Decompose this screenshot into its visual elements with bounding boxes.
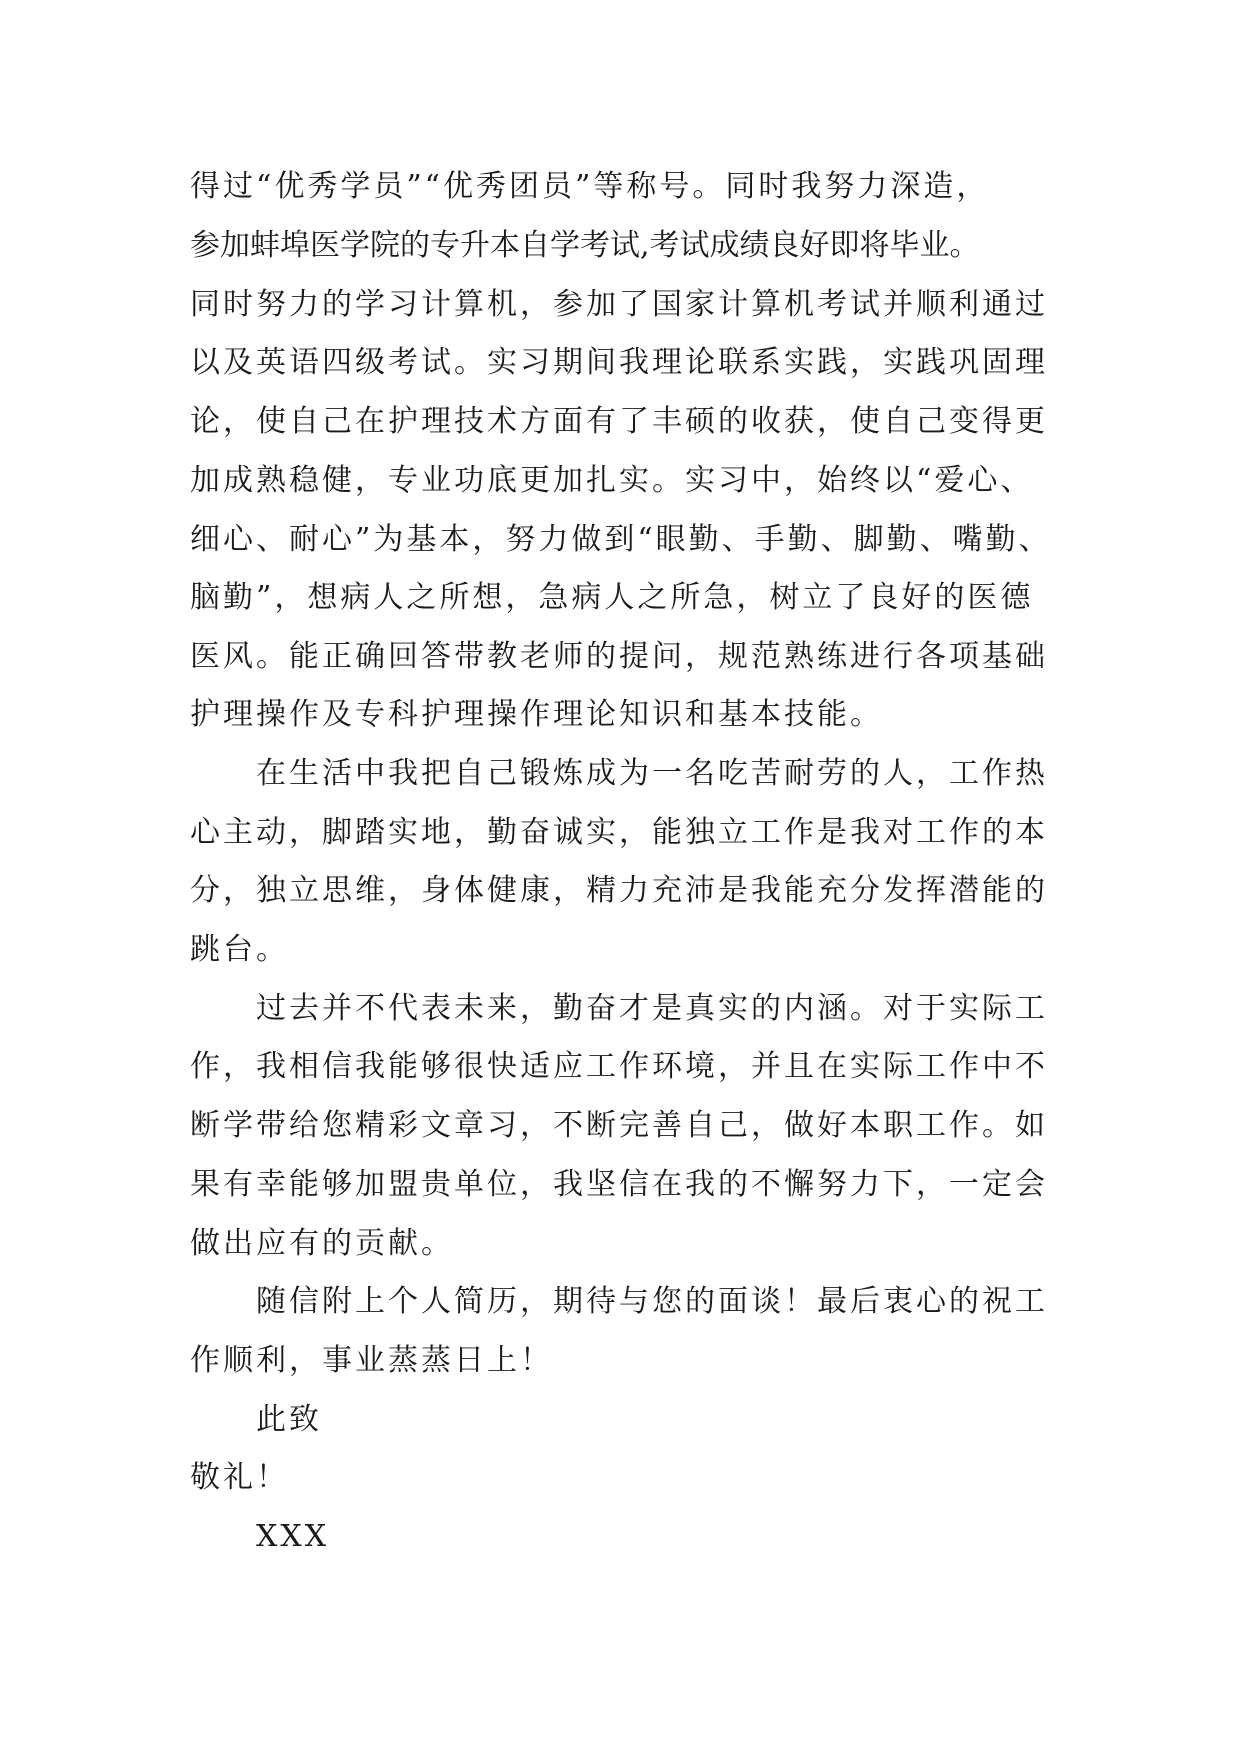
text-line: 得过“优秀学员”“优秀团员”等称号。同时我努力深造， <box>190 169 990 204</box>
text-line: 参加蚌埠医学院的专升本自学考试,考试成绩良好即将毕业。 <box>190 228 980 263</box>
text-line: 跳台。 <box>190 932 289 967</box>
text-line: 同时努力的学习计算机，参加了国家计算机考试并顺利通过 <box>190 287 1048 322</box>
text-line: 脑勤”，想病人之所想，急病人之所急，树立了良好的医德 <box>190 580 1034 615</box>
paragraph-first-line: 过去并不代表未来，勤奋才是真实的内涵。对于实际工 <box>256 991 1048 1026</box>
text-line: 果有幸能够加盟贵单位，我坚信在我的不懈努力下，一定会 <box>190 1167 1048 1202</box>
signature-name: XXX <box>256 1519 330 1554</box>
text-line: 医风。能正确回答带教老师的提问，规范熟练进行各项基础 <box>190 639 1048 674</box>
text-line: 断学带给您精彩文章习，不断完善自己，做好本职工作。如 <box>190 1108 1048 1143</box>
text-line: 心主动，脚踏实地，勤奋诚实，能独立工作是我对工作的本 <box>190 815 1048 850</box>
text-line: 细心、耐心”为基本，努力做到“眼勤、手勤、脚勤、嘴勤、 <box>190 522 1052 557</box>
text-line: 以及英语四级考试。实习期间我理论联系实践，实践巩固理 <box>190 345 1048 380</box>
text-line: 护理操作及专科护理操作理论知识和基本技能。 <box>190 697 883 732</box>
closing-salutation: 此致 <box>256 1402 322 1437</box>
paragraph-first-line: 随信附上个人简历，期待与您的面谈！最后衷心的祝工 <box>256 1284 1048 1319</box>
text-line: 作，我相信我能够很快适应工作环境，并且在实际工作中不 <box>190 1049 1048 1084</box>
text-line: 分，独立思维，身体健康，精力充沛是我能充分发挥潜能的 <box>190 873 1048 908</box>
text-line: 作顺利，事业蒸蒸日上！ <box>190 1343 553 1378</box>
text-line: 加成熟稳健，专业功底更加扎实。实习中，始终以“爱心、 <box>190 463 1034 498</box>
closing-regards: 敬礼！ <box>190 1460 289 1495</box>
paragraph-first-line: 在生活中我把自己锻炼成为一名吃苦耐劳的人，工作热 <box>256 756 1048 791</box>
text-line: 论，使自己在护理技术方面有了丰硕的收获，使自己变得更 <box>190 404 1048 439</box>
text-line: 做出应有的贡献。 <box>190 1226 454 1261</box>
